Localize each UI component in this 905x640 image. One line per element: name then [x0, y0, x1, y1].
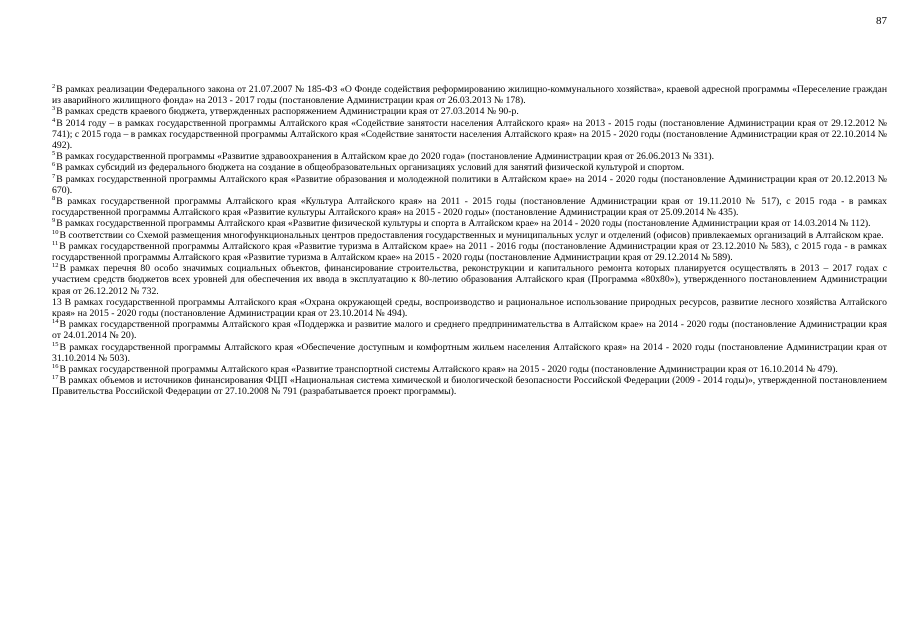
footnote-15: [52, 342, 887, 364]
footnote-mark: 7: [52, 172, 56, 180]
footnote-2: [52, 84, 887, 106]
footnote-text: В рамках государственной программы Алтайского края «Развитие физической культуры и спорта в Алтайском крае» на 2014 - 2020 годы (постановление Администрации края от 14.03.2014 № 112).: [56, 218, 871, 230]
footnote-text: В рамках реализации Федерального закона от 21.07.2007 № 185-ФЗ «О Фонде содействия реформированию жилищно-коммунального хозяйства», краевой адресной программы «Переселение граждан из аварийного жилищного фонда» на 2013 - 2017 годы (постановление Администрации края от 26.03.2013 № 178).: [52, 84, 887, 107]
footnote-16: [52, 364, 887, 375]
footnote-4: [52, 118, 887, 152]
footnote-mark: 12: [52, 262, 59, 270]
footnote-text: В соответствии со Схемой размещения многофункциональных центров предоставления государственных и муниципальных услуг и отделений (офисов) привлекаемых организаций в Алтайском крае.: [59, 229, 884, 241]
footnote-12: [52, 263, 887, 297]
footnote-mark: 3: [52, 105, 56, 113]
footnote-3: [52, 106, 887, 117]
footnote-text: В рамках перечня 80 особо значимых социальных объектов, финансирование строительства, реконструкции и капитального ремонта которых планируется осуществлять в 2013 – 2017 годах с участием средств бюджетов всех уровней для обеспечения их ввода в эксплуатацию к 80-летию образования Алтайского края (Программа «80х80»), утвержденного постановлением Администрации края от 26.12.2012 № 732.: [52, 263, 887, 297]
footnote-text: В рамках средств краевого бюджета, утвержденных распоряжением Администрации края от 27.03.2014 № 90-р.: [56, 106, 519, 118]
footnote-text: В рамках государственной программы Алтайского края «Развитие транспортной системы Алтайского края» на 2015 - 2020 годы (постановление Администрации края от 16.10.2014 № 479).: [59, 364, 838, 376]
footnote-mark: 10: [52, 228, 59, 236]
footnote-5: [52, 151, 887, 162]
footnote-mark: 6: [52, 161, 56, 169]
footnote-mark: 16: [52, 363, 59, 371]
footnote-mark: 2: [52, 83, 56, 90]
footnote-text: В 2014 году – в рамках государственной программы Алтайского края «Содействие занятости населения Алтайского края» на 2013 - 2015 годы (постановление Администрации края от 29.12.2012 № 741); с 2015 года – в рамках государственной программы Алтайского края «Содействие занятости населения Алтайского края» на 2015 - 2020 годы (постановление Администрации края от 22.10.2014 № 492).: [52, 117, 887, 152]
footnote-8: [52, 196, 887, 218]
footnote-text: В рамках государственной программы Алтайского края «Обеспечение доступным и комфортным жильем населения Алтайского края» на 2014 - 2020 годы (постановление Администрации края от 31.10.2014 № 503).: [52, 341, 887, 364]
footnote-mark: 15: [52, 340, 59, 348]
footnote-17: [52, 375, 887, 397]
footnote-13: [52, 297, 887, 319]
footnote-mark: 9: [52, 217, 56, 225]
footnote-mark: 4: [52, 116, 56, 124]
footnote-6: [52, 162, 887, 173]
footnote-9: [52, 218, 887, 229]
footnote-text: В рамках государственной программы Алтайского края «Культура Алтайского края» на 2011 - 2015 годы (постановление Администрации края от 19.11.2010 № 517), с 2015 года - в рамках государственной программы Алтайского края «Развитие культуры Алтайского края» на 2015 - 2020 годы» (постановление Администрации края от 25.09.2014 № 435).: [52, 196, 887, 219]
footnote-text: В рамках государственной программы Алтайского края «Развитие туризма в Алтайском крае» на 2011 - 2016 годы (постановление Администрации края от 23.12.2010 № 583), с 2015 года - в рамках государственной программы Алтайского края «Развитие туризма в Алтайском крае» на 2015 - 2020 годы (постановление Администрации края от 29.12.2014 № 589).: [52, 240, 887, 264]
footnote-text: В рамках государственной программы «Развитие здравоохранения в Алтайском крае до 2020 года» (постановление Администрации края от 26.06.2013 № 331).: [56, 151, 715, 163]
footnote-14: [52, 319, 887, 341]
footnote-text: В рамках объемов и источников финансирования ФЦП «Национальная система химической и биологической безопасности Российской Федерации (2009 - 2014 годы)», утвержденной постановлением Правительства Российской Федерации от 27.10.2008 № 791 (разрабатывается проект программы).: [52, 375, 887, 398]
footnote-mark: 17: [52, 374, 59, 382]
footnote-text: 13 В рамках государственной программы Алтайского края «Охрана окружающей среды, воспроизводство и рациональное использование природных ресурсов, развитие лесного хозяйства Алтайского края» на 2015 - 2020 годы (постановление Администрации края от 23.10.2014 № 494).: [52, 296, 887, 320]
footnote-text: В рамках государственной программы Алтайского края «Развитие образования и молодежной политики в Алтайском крае» на 2014 - 2020 годы (постановление Администрации края от 20.12.2013 № 670).: [52, 173, 887, 196]
page-number: 87: [876, 15, 887, 27]
footnote-mark: 8: [52, 195, 56, 203]
footnote-10: [52, 230, 887, 241]
footnotes-list: [52, 84, 887, 398]
footnote-text: В рамках государственной программы Алтайского края «Поддержка и развитие малого и среднего предпринимательства в Алтайском крае» на 2014 - 2020 годы (постановление Администрации края от 24.01.2014 № 20).: [52, 319, 887, 342]
footnote-mark: 11: [52, 239, 59, 247]
footnote-7: [52, 174, 887, 196]
footnote-mark: 5: [52, 150, 56, 158]
footnote-text: В рамках субсидий из федерального бюджета на создание в общеобразовательных организациях условий для занятий физической культурой и спортом.: [56, 162, 685, 174]
footnote-mark: 14: [52, 318, 59, 326]
footnote-11: [52, 241, 887, 263]
